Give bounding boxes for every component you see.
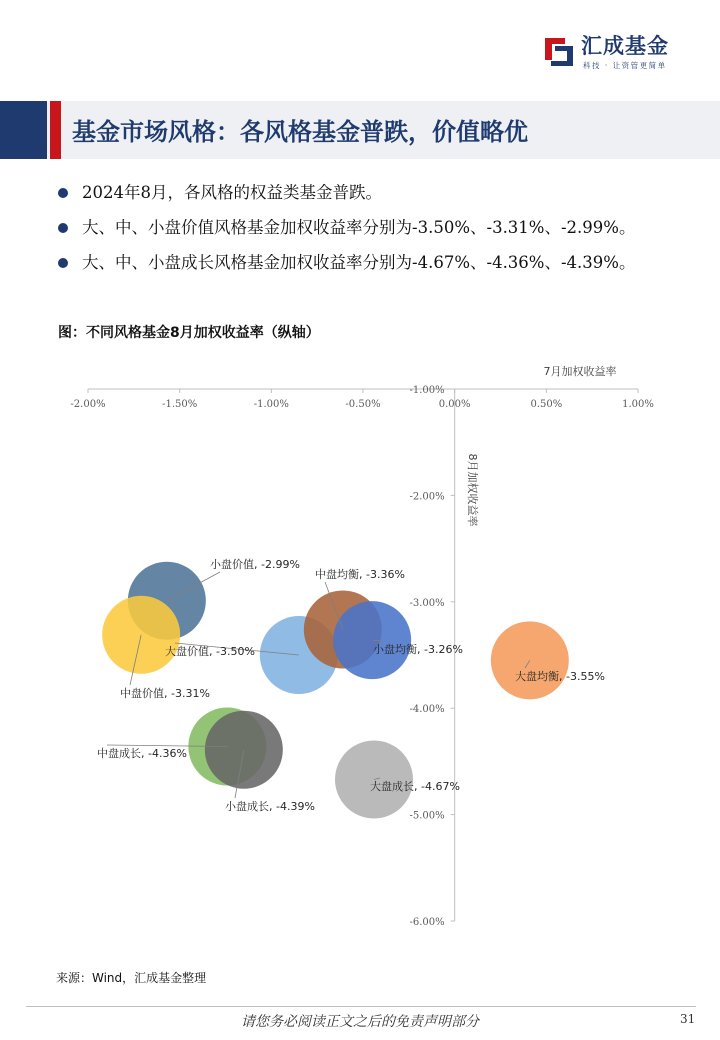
bullet-item (58, 248, 635, 283)
data-label: 小盘价值, -2.99% (210, 558, 300, 571)
data-label: 大盘价值, -3.50% (165, 645, 255, 658)
bubble-chart (40, 360, 680, 940)
bullet-text: 大、中、小盘成长风格基金加权收益率分别为-4.67%、-4.36%、-4.39%。 (82, 253, 636, 272)
title-accent-red (50, 101, 61, 159)
page-number: 31 (680, 1012, 696, 1026)
title-accent-navy (0, 101, 47, 159)
y-tick-label: -4.00% (409, 704, 445, 716)
brand-name: 汇成基金 (581, 34, 669, 58)
y-tick-label: -2.00% (409, 491, 445, 503)
x-tick-label: -1.50% (162, 399, 198, 410)
y-tick-label: -3.00% (409, 597, 445, 609)
figure-caption: 图：不同风格基金8月加权收益率（纵轴） (58, 325, 320, 341)
x-tick-label: 0.00% (438, 399, 471, 410)
x-tick-label: -2.00% (70, 399, 106, 410)
bullet-dot-icon (58, 223, 68, 233)
data-label: 大盘均衡, -3.55% (515, 670, 605, 683)
data-label: 大盘成长, -4.67% (370, 780, 460, 793)
bubble-大盘均衡 (491, 621, 569, 699)
bullet-item (58, 178, 635, 213)
data-label: 中盘均衡, -3.36% (315, 568, 405, 581)
x-tick-label: -1.00% (253, 399, 289, 410)
bullet-dot-icon (58, 188, 68, 198)
page-title: 基金市场风格：各风格基金普跌，价值略优 (72, 118, 528, 146)
x-axis-title: 7月加权收益率 (543, 365, 617, 378)
bullet-text: 2024年8月，各风格的权益类基金普跌。 (82, 183, 382, 202)
source-note: 来源：Wind，汇成基金整理 (56, 971, 207, 985)
y-tick-label: -1.00% (409, 385, 445, 396)
data-label: 中盘成长, -4.36% (97, 747, 187, 760)
y-tick-label: -6.00% (409, 917, 445, 928)
data-label: 中盘价值, -3.31% (120, 687, 210, 700)
bullet-dot-icon (58, 258, 68, 268)
brand-logo-mark-icon (543, 32, 575, 68)
footer-divider (26, 1006, 696, 1007)
brand-logo (543, 30, 683, 74)
x-tick-label: 1.00% (622, 399, 654, 410)
disclaimer-note: 请您务必阅读正文之后的免责声明部分 (241, 1014, 479, 1030)
bullet-text: 大、中、小盘价值风格基金加权收益率分别为-3.50%、-3.31%、-2.99%。 (82, 218, 636, 237)
x-tick-label: -0.50% (345, 399, 381, 410)
brand-slogan: 科技 · 让资管更简单 (583, 61, 667, 70)
x-tick-label: 0.50% (530, 399, 563, 410)
data-label: 小盘成长, -4.39% (225, 800, 315, 813)
bullet-item (58, 213, 635, 248)
y-axis-title: 8月加权收益率 (466, 453, 479, 527)
bullet-list (58, 178, 635, 283)
data-label: 小盘均衡, -3.26% (373, 643, 463, 656)
y-tick-label: -5.00% (409, 810, 445, 822)
